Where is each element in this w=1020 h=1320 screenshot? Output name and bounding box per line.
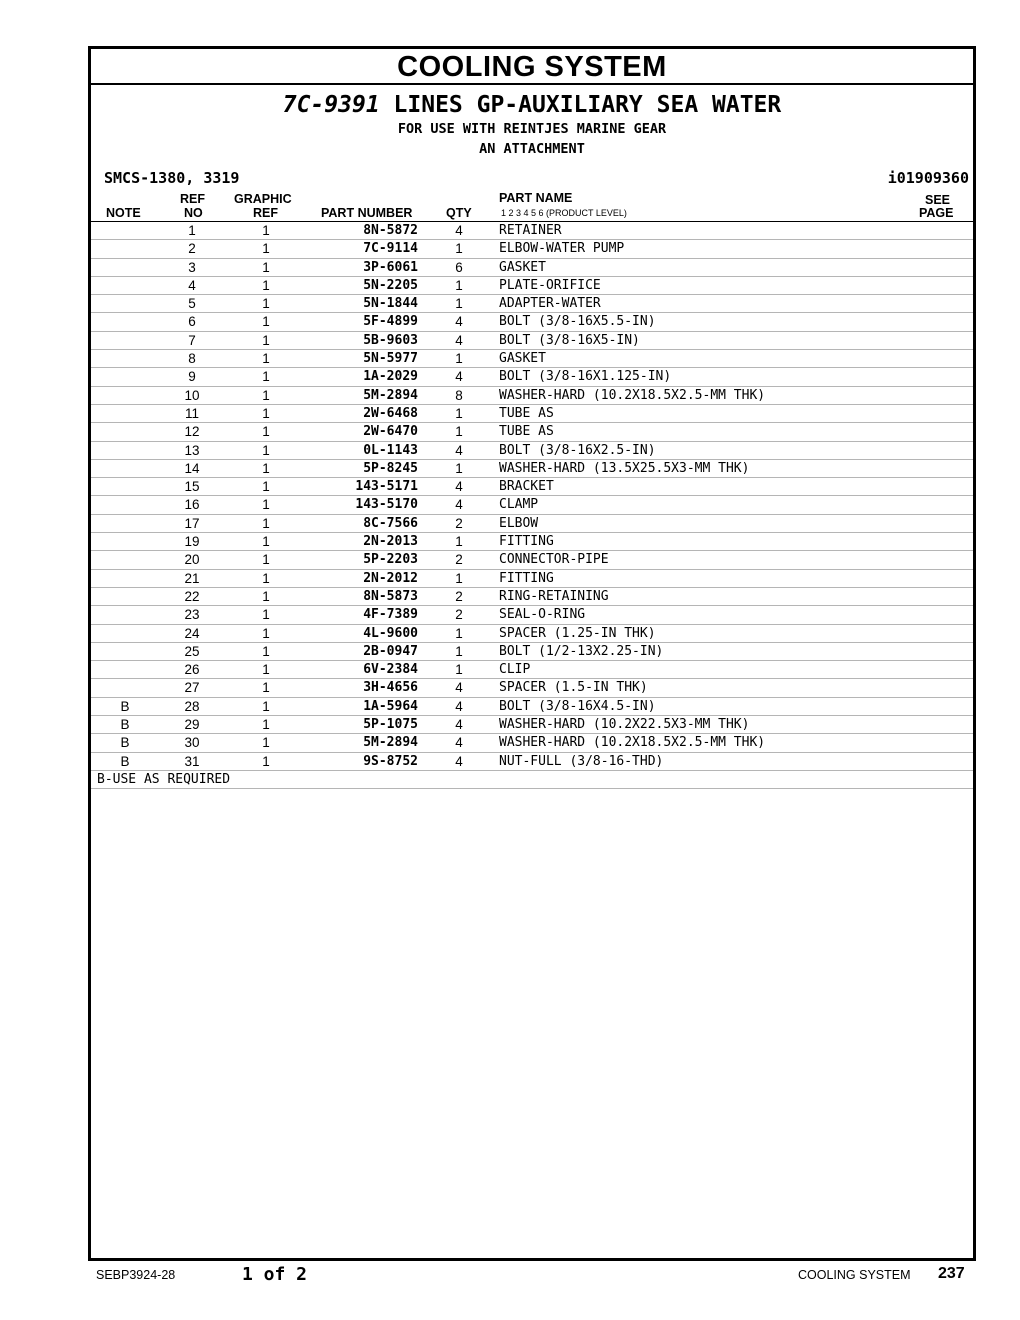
part-name-cell: WASHER-HARD (10.2X18.5X2.5-MM THK): [499, 387, 766, 403]
part-name-cell: BOLT (3/8-16X5.5-IN): [499, 314, 656, 330]
table-row: [91, 643, 973, 661]
qty-cell: 4: [455, 442, 463, 458]
header-ref-top: REF: [180, 192, 205, 206]
note-cell: B: [120, 753, 130, 769]
graphic-ref-cell: 1: [262, 296, 270, 312]
part-name-cell: ELBOW-WATER PUMP: [499, 241, 625, 257]
ref-no-cell: 8: [188, 351, 196, 367]
qty-cell: 2: [455, 607, 463, 623]
qty-cell: 2: [455, 552, 463, 568]
part-number-cell: 5P-1075: [363, 717, 418, 733]
ref-no-cell: 28: [184, 698, 200, 714]
qty-cell: 1: [455, 241, 463, 257]
part-number-cell: 1A-5964: [363, 698, 418, 714]
footer-section: COOLING SYSTEM: [798, 1268, 911, 1282]
table-row: [91, 368, 973, 386]
ref-no-cell: 25: [184, 643, 200, 659]
page-footer: [96, 1264, 968, 1288]
part-number-cell: 1A-2029: [363, 369, 418, 385]
graphic-ref-cell: 1: [262, 643, 270, 659]
table-row: [91, 222, 973, 240]
part-name-cell: RING-RETAINING: [499, 588, 609, 604]
ref-no-cell: 14: [184, 460, 200, 476]
part-name-cell: ELBOW: [499, 515, 539, 531]
table-row: [91, 698, 973, 716]
header-qty: QTY: [446, 206, 472, 220]
graphic-ref-cell: 1: [262, 552, 270, 568]
part-number-cell: 3P-6061: [363, 259, 418, 275]
qty-cell: 1: [455, 277, 463, 293]
qty-cell: 8: [455, 387, 463, 403]
graphic-ref-cell: 1: [262, 442, 270, 458]
qty-cell: 1: [455, 534, 463, 550]
qty-cell: 6: [455, 259, 463, 275]
graphic-ref-cell: 1: [262, 387, 270, 403]
part-name-cell: SPACER (1.25-IN THK): [499, 625, 656, 641]
qty-cell: 4: [455, 314, 463, 330]
part-name-cell: CLIP: [499, 662, 531, 678]
table-row: [91, 551, 973, 569]
header-graphic-top: GRAPHIC: [234, 192, 292, 206]
part-name-cell: BOLT (1/2-13X2.25-IN): [499, 643, 664, 659]
table-row: [91, 442, 973, 460]
part-name-cell: BOLT (3/8-16X2.5-IN): [499, 442, 656, 458]
table-row: [91, 533, 973, 551]
ref-no-cell: 30: [184, 735, 200, 751]
qty-cell: 4: [455, 753, 463, 769]
qty-cell: 1: [455, 643, 463, 659]
table-row: [91, 716, 973, 734]
qty-cell: 2: [455, 588, 463, 604]
table-row: [91, 753, 973, 771]
smcs-row: [91, 165, 973, 191]
part-number-cell: 8C-7566: [363, 515, 418, 531]
qty-cell: 4: [455, 369, 463, 385]
part-name-cell: PLATE-ORIFICE: [499, 277, 601, 293]
graphic-ref-cell: 1: [262, 534, 270, 550]
header-see-bottom: PAGE: [919, 206, 954, 220]
part-name-cell: NUT-FULL (3/8-16-THD): [499, 753, 664, 769]
smcs-code: SMCS-1380, 3319: [104, 169, 240, 187]
part-number-cell: 7C-9114: [363, 241, 418, 257]
graphic-ref-cell: 1: [262, 588, 270, 604]
part-name-cell: GASKET: [499, 351, 546, 367]
assembly-title: [91, 91, 973, 119]
graphic-ref-cell: 1: [262, 735, 270, 751]
table-row: [91, 259, 973, 277]
graphic-ref-cell: 1: [262, 405, 270, 421]
part-name-cell: FITTING: [499, 570, 554, 586]
qty-cell: 4: [455, 680, 463, 696]
part-number-cell: 2N-2012: [363, 570, 418, 586]
qty-cell: 4: [455, 479, 463, 495]
ref-no-cell: 19: [184, 534, 200, 550]
ref-no-cell: 21: [184, 570, 200, 586]
header-graphic-bottom: REF: [253, 206, 278, 220]
table-row: [91, 332, 973, 350]
graphic-ref-cell: 1: [262, 351, 270, 367]
ref-no-cell: 3: [188, 259, 196, 275]
part-name-cell: CONNECTOR-PIPE: [499, 552, 609, 568]
table-row: [91, 460, 973, 478]
ref-no-cell: 20: [184, 552, 200, 568]
footer-page-of: 1 of 2: [242, 1264, 308, 1285]
note-cell: B: [120, 735, 130, 751]
assembly-name: LINES GP-AUXILIARY SEA WATER: [393, 92, 782, 118]
part-name-cell: WASHER-HARD (10.2X18.5X2.5-MM THK): [499, 735, 766, 751]
part-number-cell: 6V-2384: [363, 662, 418, 678]
part-name-cell: FITTING: [499, 534, 554, 550]
note-cell: B: [120, 717, 130, 733]
ref-no-cell: 7: [188, 332, 196, 348]
table-row: [91, 405, 973, 423]
part-number-cell: 2W-6468: [363, 405, 418, 421]
ref-no-cell: 15: [184, 479, 200, 495]
header-product-levels: 1 2 3 4 5 6 (PRODUCT LEVEL): [501, 208, 627, 218]
part-number-cell: 5M-2894: [363, 387, 418, 403]
qty-cell: 1: [455, 625, 463, 641]
table-row: [91, 679, 973, 697]
graphic-ref-cell: 1: [262, 717, 270, 733]
ref-no-cell: 17: [184, 515, 200, 531]
table-row: [91, 515, 973, 533]
part-name-cell: BOLT (3/8-16X5-IN): [499, 332, 640, 348]
table-row: [91, 588, 973, 606]
header-part-number: PART NUMBER: [321, 206, 413, 220]
graphic-ref-cell: 1: [262, 753, 270, 769]
qty-cell: 4: [455, 717, 463, 733]
assembly-part-number: 7C-9391: [282, 92, 380, 118]
part-number-cell: 5M-2894: [363, 735, 418, 751]
part-number-cell: 5N-2205: [363, 277, 418, 293]
graphic-ref-cell: 1: [262, 424, 270, 440]
part-name-cell: SPACER (1.5-IN THK): [499, 680, 648, 696]
footer-doc-number: SEBP3924-28: [96, 1268, 176, 1282]
ref-no-cell: 6: [188, 314, 196, 330]
table-row: [91, 313, 973, 331]
graphic-ref-cell: 1: [262, 607, 270, 623]
header-ref-bottom: NO: [184, 206, 203, 220]
graphic-ref-cell: 1: [262, 241, 270, 257]
graphic-ref-cell: 1: [262, 460, 270, 476]
graphic-ref-cell: 1: [262, 680, 270, 696]
part-name-cell: WASHER-HARD (10.2X22.5X3-MM THK): [499, 717, 750, 733]
graphic-ref-cell: 1: [262, 698, 270, 714]
ref-no-cell: 31: [184, 753, 200, 769]
part-number-cell: 8N-5872: [363, 223, 418, 238]
qty-cell: 2: [455, 515, 463, 531]
table-row: [91, 387, 973, 405]
part-number-cell: 2N-2013: [363, 534, 418, 550]
qty-cell: 1: [455, 662, 463, 678]
ref-no-cell: 16: [184, 497, 200, 513]
table-row: [91, 350, 973, 368]
table-row: [91, 478, 973, 496]
part-number-cell: 4F-7389: [363, 607, 418, 623]
table-row: [91, 423, 973, 441]
qty-cell: 4: [455, 698, 463, 714]
part-number-cell: 5F-4899: [363, 314, 418, 330]
ref-no-cell: 9: [188, 369, 196, 385]
ref-no-cell: 26: [184, 662, 200, 678]
part-number-cell: 143-5171: [355, 479, 418, 495]
ref-no-cell: 27: [184, 680, 200, 696]
parts-table-body: [91, 222, 973, 771]
ref-no-cell: 29: [184, 717, 200, 733]
graphic-ref-cell: 1: [262, 570, 270, 586]
part-name-cell: BOLT (3/8-16X1.125-IN): [499, 369, 672, 385]
qty-cell: 1: [455, 296, 463, 312]
graphic-ref-cell: 1: [262, 314, 270, 330]
qty-cell: 4: [455, 497, 463, 513]
footer-page-number: 237: [938, 1265, 965, 1282]
ref-no-cell: 24: [184, 625, 200, 641]
graphic-ref-cell: 1: [262, 479, 270, 495]
part-number-cell: 5B-9603: [363, 332, 418, 348]
table-row: [91, 496, 973, 514]
part-number-cell: 5P-2203: [363, 552, 418, 568]
graphic-ref-cell: 1: [262, 277, 270, 293]
part-number-cell: 8N-5873: [363, 588, 418, 604]
qty-cell: 4: [455, 223, 463, 238]
part-number-cell: 9S-8752: [363, 753, 418, 769]
part-name-cell: ADAPTER-WATER: [499, 296, 601, 312]
table-row: [91, 661, 973, 679]
graphic-ref-cell: 1: [262, 332, 270, 348]
qty-cell: 4: [455, 735, 463, 751]
part-name-cell: RETAINER: [499, 223, 562, 238]
part-name-cell: TUBE AS: [499, 405, 554, 421]
part-number-cell: 5P-8245: [363, 460, 418, 476]
table-row: [91, 734, 973, 752]
qty-cell: 1: [455, 424, 463, 440]
assembly-usage-line: FOR USE WITH REINTJES MARINE GEAR: [397, 121, 667, 137]
part-name-cell: CLAMP: [499, 497, 539, 513]
ref-no-cell: 22: [184, 588, 200, 604]
ref-no-cell: 13: [184, 442, 200, 458]
parts-page-frame: [88, 46, 976, 1261]
header-see-top: SEE: [925, 193, 951, 207]
graphic-ref-cell: 1: [262, 662, 270, 678]
header-part-name: PART NAME: [499, 191, 573, 205]
part-name-cell: BRACKET: [499, 479, 554, 495]
part-name-cell: BOLT (3/8-16X4.5-IN): [499, 698, 656, 714]
part-name-cell: WASHER-HARD (13.5X25.5X3-MM THK): [499, 460, 750, 476]
part-number-cell: 5N-1844: [363, 296, 418, 312]
assembly-type-line: AN ATTACHMENT: [479, 141, 585, 157]
table-row: [91, 606, 973, 624]
ref-no-cell: 4: [188, 277, 196, 293]
graphic-ref-cell: 1: [262, 223, 270, 238]
part-name-cell: TUBE AS: [499, 424, 554, 440]
qty-cell: 1: [455, 351, 463, 367]
part-number-cell: 3H-4656: [363, 680, 418, 696]
ref-no-cell: 23: [184, 607, 200, 623]
ref-no-cell: 10: [184, 387, 200, 403]
part-number-cell: 2W-6470: [363, 424, 418, 440]
table-row: [91, 277, 973, 295]
ref-no-cell: 1: [188, 223, 196, 238]
ref-no-cell: 5: [188, 296, 196, 312]
qty-cell: 4: [455, 332, 463, 348]
ref-no-cell: 12: [184, 424, 200, 440]
column-header: [91, 191, 973, 222]
part-number-cell: 4L-9600: [363, 625, 418, 641]
table-row: [91, 295, 973, 313]
header-note: NOTE: [106, 206, 141, 220]
footnote: B-USE AS REQUIRED: [91, 771, 973, 789]
graphic-ref-cell: 1: [262, 515, 270, 531]
part-name-cell: SEAL-O-RING: [499, 607, 586, 623]
part-name-cell: GASKET: [499, 259, 546, 275]
part-number-cell: 0L-1143: [363, 442, 418, 458]
ref-no-cell: 11: [184, 405, 199, 421]
qty-cell: 1: [455, 460, 463, 476]
part-number-cell: 2B-0947: [363, 643, 418, 659]
section-title: COOLING SYSTEM: [91, 49, 973, 85]
part-number-cell: 5N-5977: [363, 351, 418, 367]
table-row: [91, 240, 973, 258]
note-cell: B: [120, 698, 130, 714]
table-row: [91, 570, 973, 588]
qty-cell: 1: [455, 570, 463, 586]
ref-no-cell: 2: [188, 241, 196, 257]
table-row: [91, 625, 973, 643]
graphic-ref-cell: 1: [262, 625, 270, 641]
graphic-ref-cell: 1: [262, 259, 270, 275]
graphic-ref-cell: 1: [262, 497, 270, 513]
graphic-ref-cell: 1: [262, 369, 270, 385]
part-number-cell: 143-5170: [355, 497, 418, 513]
qty-cell: 1: [455, 405, 463, 421]
illustration-id: i01909360: [887, 169, 969, 187]
